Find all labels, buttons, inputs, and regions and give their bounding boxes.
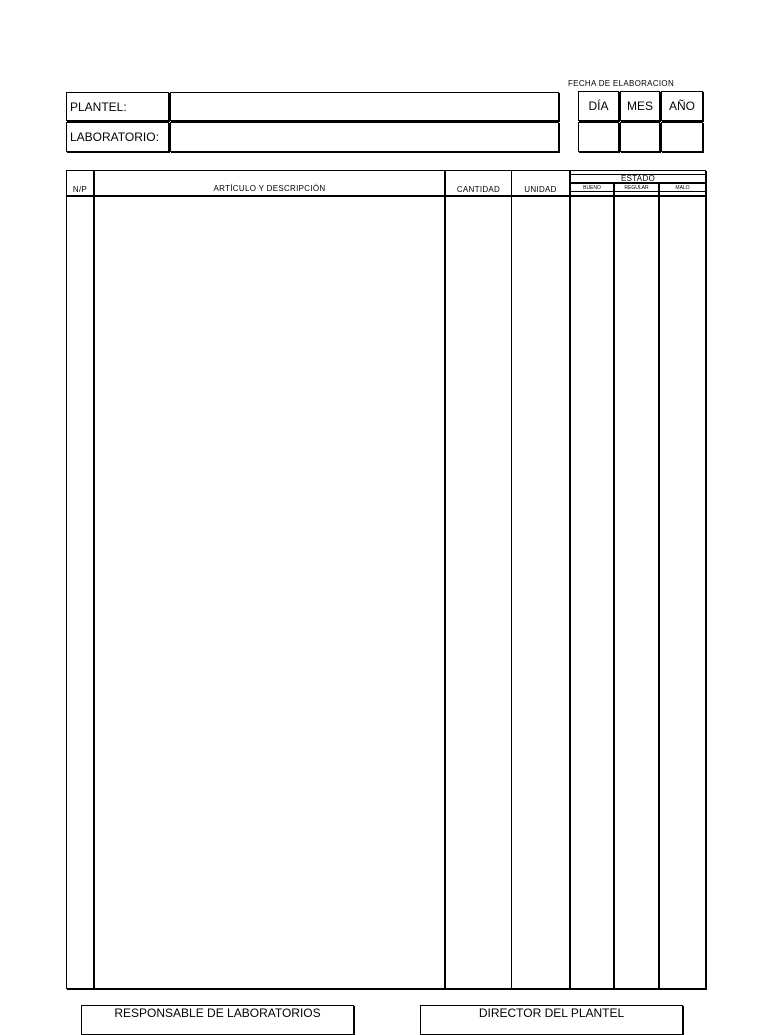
col-header-articulo: ARTÍCULO Y DESCRIPCIÓN [213,183,326,193]
laboratorio-label: LABORATORIO: [70,130,159,144]
col-divider-cantidad [511,171,512,988]
col-header-malo: MALO [675,184,690,191]
col-divider-regular [658,183,660,988]
estado-label-underline [571,191,705,192]
fecha-title: FECHA DE ELABORACION [568,79,675,88]
director-label: DIRECTOR DEL PLANTEL [478,1006,625,1020]
col-divider-articulo [444,171,446,988]
fecha-ano-header [661,91,703,121]
fecha-mes-header [620,91,660,121]
mes-label: MES [626,99,653,113]
plantel-label: PLANTEL: [70,99,127,114]
col-divider-np [93,171,95,988]
header-divider [67,195,705,197]
laboratorio-label-cell [66,122,169,152]
col-header-estado: ESTADO [620,173,656,183]
responsable-label: RESPONSABLE DE LABORATORIOS [114,1006,321,1020]
fecha-mes-field[interactable] [620,122,660,152]
col-header-regular: REGULAR [624,184,649,191]
dia-label: DÍA [588,99,609,113]
col-header-np: N/P [72,184,88,194]
laboratorio-field[interactable] [170,122,559,152]
col-header-bueno: BUENO [583,184,601,191]
fecha-ano-field[interactable] [661,122,703,152]
fecha-dia-field[interactable] [578,122,619,152]
fecha-dia-header [578,91,619,121]
ano-label: AÑO [668,99,695,113]
col-header-unidad: UNIDAD [524,184,557,194]
col-divider-unidad [569,171,571,988]
inventory-table [66,170,706,989]
col-divider-bueno [613,183,615,988]
signature-responsable [81,1005,354,1035]
plantel-field[interactable] [170,92,559,121]
col-header-cantidad: CANTIDAD [456,184,501,194]
plantel-label-cell [66,92,169,121]
signature-director [420,1005,683,1035]
